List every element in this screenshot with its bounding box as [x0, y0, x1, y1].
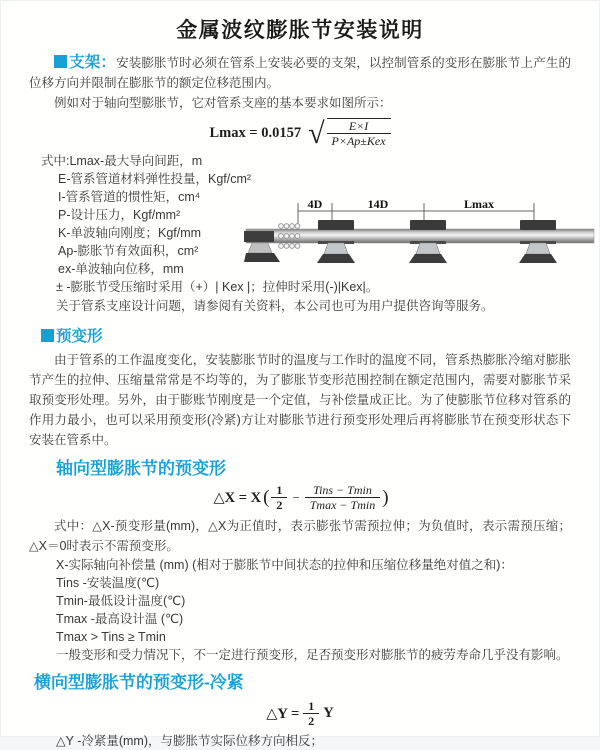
bellows-icon [279, 224, 300, 249]
half-numerator: 1 [271, 483, 287, 498]
guide-support [409, 220, 447, 263]
dimension-label-4d: 4D [307, 197, 323, 211]
lmax-numerator: E×I [327, 119, 391, 134]
half-denominator: 2 [308, 714, 315, 728]
dimension-label-14d: 14D [367, 197, 389, 211]
definition-line: E-管系管道材料弹性投量，Kgf/cm² [58, 172, 252, 186]
dimension-label-lmax: Lmax [464, 197, 494, 211]
predeform-heading-label: 预变形 [56, 328, 103, 345]
temperature-fraction [305, 483, 380, 512]
half-fraction [271, 483, 287, 512]
definition-line: ex-单波轴向位移，mm [58, 262, 184, 276]
guide-support [519, 220, 557, 263]
support-intro-text: 安装膨胀节时必须在管系上安装必要的支架，以控制管系的变形在膨胀节上产生的位移方向并限制在膨胀节的额定位移范围内。 [29, 56, 571, 90]
open-paren: ( [263, 487, 270, 508]
support-intro-paragraph [29, 53, 571, 93]
minus-operator: − [292, 489, 300, 505]
parameter-line: Tins -安装温度(℃) [56, 576, 160, 590]
dx-formula-prefix: △X = X [213, 489, 262, 506]
temp-denominator: Tmax − Tmin [309, 498, 376, 512]
axial-predeform-formula [1, 483, 599, 512]
parameter-line: 一般变形和受力情况下，不一定进行预变形，足否预变形对膨胀节的疲劳寿命几乎没有影响。 [56, 648, 569, 662]
dy-formula-prefix: △Y = [266, 705, 300, 722]
axial-subheading: 轴向型膨胀节的预变形 [56, 459, 226, 478]
half-numerator: 1 [303, 699, 319, 714]
parameter-line: Tmin-最低设计温度(℃) [56, 594, 186, 608]
parameter-line: X-实际轴向补偿量 (mm) (相对于膨胀节中间状态的拉伸和压缩位移量绝对值之和)： [56, 558, 513, 572]
predeform-section-heading [41, 324, 599, 346]
lateral-note: △Y -冷紧量(mm)，与膨胀节实际位移方向相反； [56, 734, 324, 748]
predeform-paragraph: 由于管系的工作温度变化，安装膨胀节时的温度与工作时的温度不同，管系热膨胀冷缩对膨胀节产生的拉伸、压缩量常常是不均等的，为了膨胀节变形范围控制在额定范围内，需要对膨胀节采取预变形处理。另外，由于膨账节刚度是一个定值，与补偿量成正比。为了使膨胀节位移对管系的作用力最小，也可以采用预变形(冷紧)方让对膨胀节进行预变形处理后再将膨胀节在预变形状态下安装在管系中。 [29, 353, 571, 447]
lmax-denominator: P×Ap±Kex [331, 134, 386, 148]
section-marker-icon [41, 329, 54, 342]
pipe-support-diagram [244, 195, 596, 289]
close-paren: ) [382, 487, 389, 508]
consulting-service-note: 关于管系支座设计问题，请参阅有关资料，本公司也可为用户提供咨询等服务。 [56, 299, 494, 313]
sign-convention-note: ± -膨胀节受压缩时采用（+）| Kex |；拉伸时采用(-)|Kex|。 [56, 280, 379, 294]
dy-formula-suffix: Y [323, 705, 334, 721]
support-heading-label: 支架： [69, 54, 117, 71]
temp-numerator: Tins − Tmin [305, 483, 380, 498]
parameter-line: Tmax -最高设计温 (℃) [56, 612, 184, 626]
axial-explanation: 式中：△X-预变形量(mm)，△X为正值时，表示膨张节需预拉伸；为负值时，表示需预压缩；△X＝0时表示不需预变形。 [29, 519, 571, 553]
sqrt-radical [308, 118, 392, 148]
definition-line: K-单波轴向刚度；Kgf/mm [58, 226, 202, 240]
definition-line: 式中:Lmax-最大导向间距，m [41, 154, 203, 168]
diagram-svg [244, 195, 596, 289]
guide-support [317, 220, 355, 263]
sqrt-symbol-icon: √ [308, 117, 325, 150]
lateral-subheading: 横向型膨胀节的预变形-冷紧 [34, 673, 244, 692]
support-example-line: 例如对于轴向型膨胀节，它对管系支座的基本要求如图所示： [54, 96, 392, 110]
definition-line: Ap-膨胀节有效面积，cm² [58, 244, 199, 258]
parameter-line: Tmax > Tins ≥ Tmin [56, 630, 166, 644]
lmax-formula [1, 118, 599, 148]
half-fraction [303, 699, 319, 728]
definition-line: I-管系管道的惯性矩，cm⁴ [58, 190, 201, 204]
page-title: 金属波纹膨胀节安装说明 [176, 19, 424, 42]
lmax-formula-lhs: Lmax = 0.0157 [209, 124, 302, 141]
half-denominator: 2 [276, 498, 283, 512]
section-marker-icon [54, 55, 67, 68]
definition-line: P-设计压力，Kgf/mm² [58, 208, 181, 222]
lateral-coldpull-formula [1, 699, 599, 728]
lmax-fraction [327, 118, 391, 148]
support-section-heading [54, 54, 116, 71]
axial-parameter-lines [56, 556, 599, 664]
